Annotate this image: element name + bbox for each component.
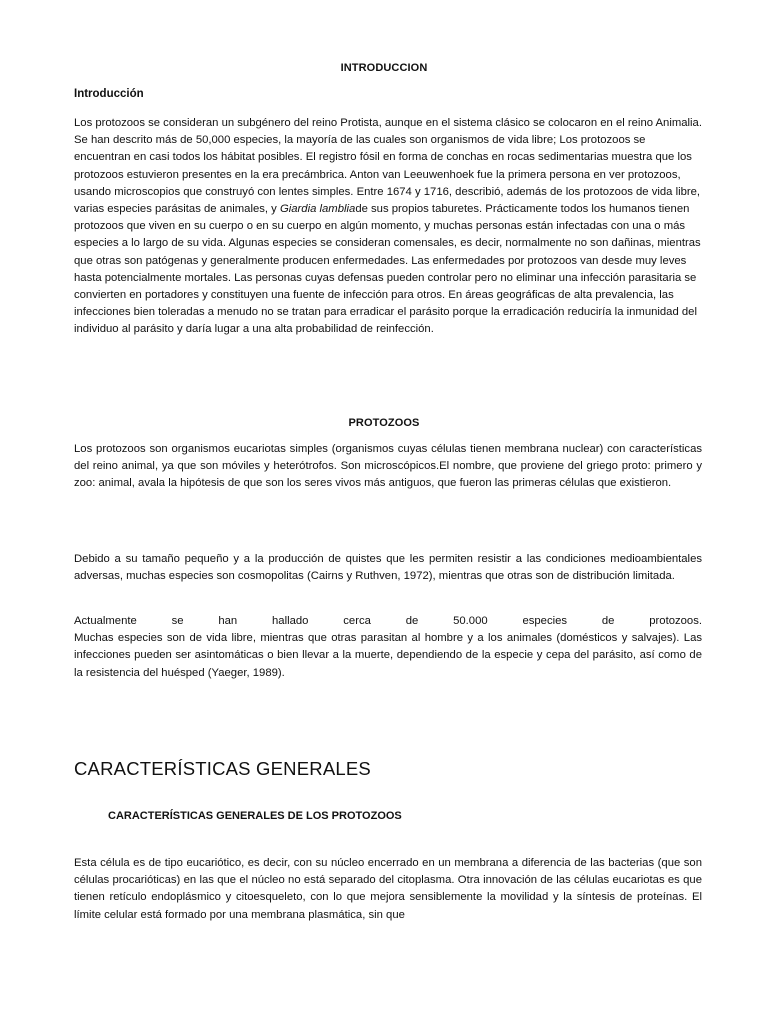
protozoos-paragraph-2: Debido a su tamaño pequeño y a la producción de quistes que les permiten resistir a las condiciones medioambientales adversas, muchas especies son cosmopolitas (Cairns y Ruthven, 1972), mientras que otras son de distribución limitada. (74, 553, 702, 583)
protozoos-paragraph-3-rest: Muchas especies son de vida libre, mientras que otras parasitan al hombre y a los animales (domésticos y salvajes). Las infecciones pueden ser asintomáticas o bien llevar a la muerte, dependiendo de la especie y cepa del parásito, así como de la resistencia del huésped (Yaeger, 1989). (74, 632, 702, 679)
caracteristicas-heading: CARACTERÍSTICAS GENERALES (74, 758, 371, 779)
intro-text-a: Los protozoos se consideran un subgénero del reino Protista, aunque en el sistema clásico se colocaron en el reino Animalia. Se han descrito más de 50,000 especies, la mayoría de las cuales son organismos de vida libre; Los protozoos se encuentran en casi todos los hábitat posibles. El registro fósil en forma de conchas en rocas sedimentarias muestra que los protozoos estuvieron presentes en la era precámbrica. Anton van Leeuwenhoek fue la primera persona en ver protozoos, usando microscopios que construyó con lentes simples. Entre 1674 y 1716, describió, además de los protozoos de vida libre, varias especies parásitas de animales, y (74, 117, 702, 216)
intro-paragraph (74, 115, 704, 339)
protozoos-paragraph-3 (74, 613, 702, 682)
protozoos-heading: PROTOZOOS (348, 417, 420, 429)
caracteristicas-paragraph-1: Esta célula es de tipo eucariótico, es decir, con su núcleo encerrado en un membrana a diferencia de las bacterias (que son células procarióticas) en las que el núcleo no está separado del citoplasma. Otra innovación de las células eucariotas es que tienen retículo endoplásmico y citoesqueleto, con lo que mejora sensiblemente la movilidad y la síntesis de proteínas. El límite celular está formado por una membrana plasmática, sin que (74, 857, 702, 921)
caracteristicas-subheading: CARACTERÍSTICAS GENERALES DE LOS PROTOZOOS (108, 810, 402, 822)
protozoos-paragraph-3-line-1: Actualmente se han hallado cerca de 50.000 especies de protozoos. (74, 615, 702, 627)
intro-italic-species: Giardia lamblia (279, 203, 356, 216)
protozoos-paragraph-1: Los protozoos son organismos eucariotas simples (organismos cuyas células tienen membrana nuclear) con características del reino animal, ya que son móviles y heterótrofos. Son microscópicos.El nombre, que proviene del griego proto: primero y zoo: animal, avala la hipótesis de que son los seres vivos más antiguos, que fueron las primeras células que existieron. (74, 443, 702, 490)
intro-heading: Introducción (74, 88, 144, 100)
intro-text-b: de sus propios taburetes. Prácticamente todos los humanos tienen protozoos que viven en su cuerpo o en su cuerpo en algún momento, y muchas personas están infectadas con una o más especies a lo largo de su vida. Algunas especies se consideran comensales, es decir, normalmente no son dañinas, mientras que otras son patógenas y generalmente producen enfermedades. Las enfermedades por protozoos van desde muy leves hasta potencialmente mortales. Las personas cuyas defensas pueden controlar pero no eliminar una infección parasitaria se convierten en portadores y constituyen una fuente de infección para otros. En áreas geográficas de alta prevalencia, las infecciones bien toleradas a menudo no se tratan para erradicar el parásito porque la erradicación reduciría la inmunidad del individuo al parásito y daría lugar a una alta probabilidad de reinfección. (74, 203, 701, 336)
page-title: INTRODUCCION (340, 62, 428, 74)
